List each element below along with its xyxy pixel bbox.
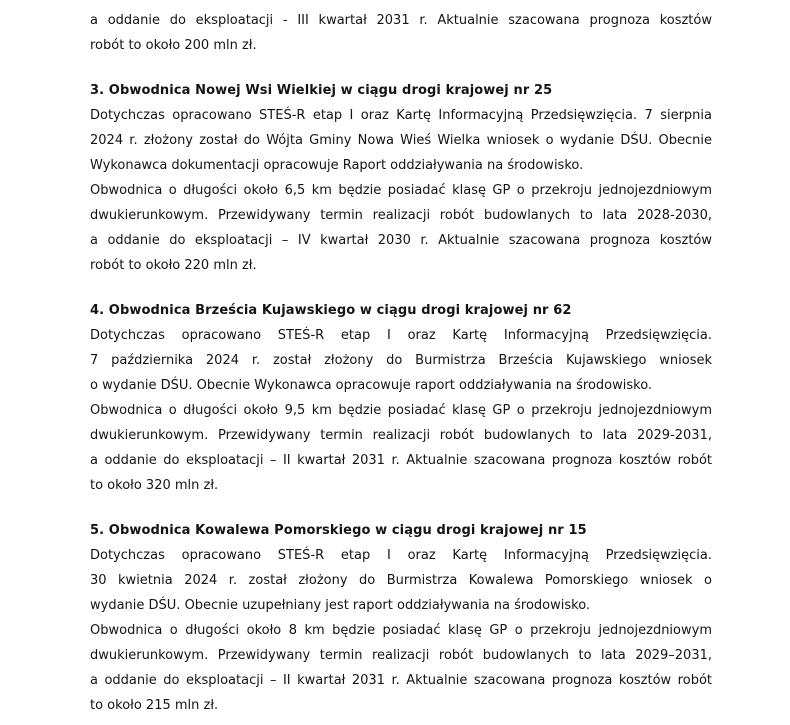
text-line: to około 320 mln zł. xyxy=(90,478,219,493)
text-line: Obwodnica o długości około 8 km będzie posiadać klasę GP o przekroju jednojezdniowym xyxy=(90,623,712,638)
text-line: Dotychczas opracowano STEŚ-R etap I oraz Kartę Informacyjną Przedsięwzięcia. 7 sierpnia xyxy=(90,108,712,123)
text-line: 30 kwietnia 2024 r. został złożony do Burmistrza Kowalewa Pomorskiego wniosek o xyxy=(90,573,712,588)
text-line: dwukierunkowym. Przewidywany termin realizacji robót budowlanych to lata 2029–2031, xyxy=(90,648,712,663)
text-line: to około 215 mln zł. xyxy=(90,698,219,713)
sections-root xyxy=(90,78,712,718)
section xyxy=(90,298,712,498)
text-line: robót to około 200 mln zł. xyxy=(90,38,257,53)
paragraph xyxy=(90,103,712,178)
text-line: a oddanie do eksploatacji – II kwartał 2031 r. Aktualnie szacowana prognoza kosztów robót xyxy=(90,453,712,468)
section-heading: 4. Obwodnica Brześcia Kujawskiego w ciągu drogi krajowej nr 62 xyxy=(90,303,572,318)
text-line: robót to około 220 mln zł. xyxy=(90,258,257,273)
text-line: Dotychczas opracowano STEŚ-R etap I oraz Kartę Informacyjną Przedsięwzięcia. xyxy=(90,328,712,343)
text-line: wydanie DŚU. Obecnie uzupełniany jest raport oddziaływania na środowisko. xyxy=(90,598,591,613)
section xyxy=(90,78,712,278)
text-line: dwukierunkowym. Przewidywany termin realizacji robót budowlanych to lata 2028-2030, xyxy=(90,208,712,223)
text-line: a oddanie do eksploatacji – IV kwartał 2030 r. Aktualnie szacowana prognoza kosztów xyxy=(90,233,712,248)
text-line: o wydanie DŚU. Obecnie Wykonawca opracowuje raport oddziaływania na środowisko. xyxy=(90,378,653,393)
paragraph-continuation xyxy=(90,8,712,58)
text-line: a oddanie do eksploatacji - III kwartał 2031 r. Aktualnie szacowana prognoza kosztów xyxy=(90,13,712,28)
text-line: dwukierunkowym. Przewidywany termin realizacji robót budowlanych to lata 2029-2031, xyxy=(90,428,712,443)
text-line: Obwodnica o długości około 9,5 km będzie posiadać klasę GP o przekroju jednojezdniowym xyxy=(90,403,712,418)
text-line: Dotychczas opracowano STEŚ-R etap I oraz Kartę Informacyjną Przedsięwzięcia. xyxy=(90,548,712,563)
text-line: 2024 r. złożony został do Wójta Gminy Nowa Wieś Wielka wniosek o wydanie DŚU. Obecnie xyxy=(90,133,712,148)
text-line: Wykonawca dokumentacji opracowuje Raport oddziaływania na środowisko. xyxy=(90,158,584,173)
paragraph xyxy=(90,618,712,718)
paragraph xyxy=(90,398,712,498)
paragraph xyxy=(90,178,712,278)
text-line: a oddanie do eksploatacji – II kwartał 2031 r. Aktualnie szacowana prognoza kosztów robót xyxy=(90,673,712,688)
section xyxy=(90,518,712,718)
section-heading: 5. Obwodnica Kowalewa Pomorskiego w ciągu drogi krajowej nr 15 xyxy=(90,523,587,538)
paragraph xyxy=(90,323,712,398)
section-heading: 3. Obwodnica Nowej Wsi Wielkiej w ciągu drogi krajowej nr 25 xyxy=(90,83,553,98)
document-content xyxy=(90,0,712,718)
paragraph xyxy=(90,543,712,618)
text-line: Obwodnica o długości około 6,5 km będzie posiadać klasę GP o przekroju jednojezdniowym xyxy=(90,183,712,198)
text-line: 7 października 2024 r. został złożony do Burmistrza Brześcia Kujawskiego wniosek xyxy=(90,353,712,368)
